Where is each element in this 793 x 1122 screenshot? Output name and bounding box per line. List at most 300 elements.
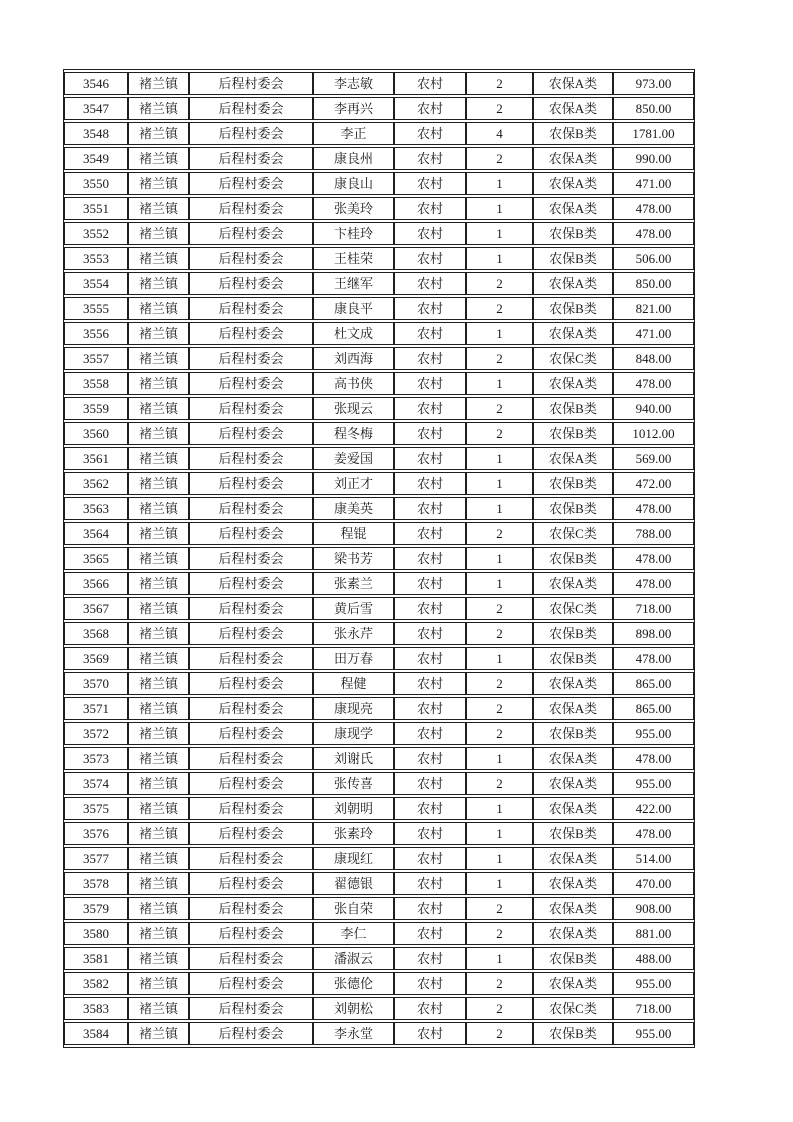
table-cell: 农保B类 bbox=[533, 247, 613, 270]
table-cell: 3565 bbox=[64, 547, 128, 570]
table-cell: 478.00 bbox=[613, 197, 694, 220]
table-cell: 3570 bbox=[64, 672, 128, 695]
table-cell: 后程村委会 bbox=[189, 797, 313, 820]
table-cell: 农村 bbox=[394, 472, 466, 495]
table-cell: 农保A类 bbox=[533, 172, 613, 195]
table-cell: 1 bbox=[466, 497, 533, 520]
table-cell: 955.00 bbox=[613, 722, 694, 745]
table-cell: 2 bbox=[466, 147, 533, 170]
table-cell: 褚兰镇 bbox=[128, 297, 189, 320]
table-row bbox=[64, 122, 694, 145]
table-cell: 1 bbox=[466, 847, 533, 870]
table-row bbox=[64, 997, 694, 1020]
table-cell: 3573 bbox=[64, 747, 128, 770]
table-cell: 3561 bbox=[64, 447, 128, 470]
table-cell: 农保B类 bbox=[533, 622, 613, 645]
table-cell: 471.00 bbox=[613, 322, 694, 345]
table-cell: 农村 bbox=[394, 547, 466, 570]
table-row bbox=[64, 197, 694, 220]
table-cell: 农村 bbox=[394, 522, 466, 545]
table-cell: 718.00 bbox=[613, 997, 694, 1020]
table-cell: 褚兰镇 bbox=[128, 222, 189, 245]
table-cell: 后程村委会 bbox=[189, 572, 313, 595]
table-cell: 990.00 bbox=[613, 147, 694, 170]
table-cell: 2 bbox=[466, 997, 533, 1020]
table-cell: 488.00 bbox=[613, 947, 694, 970]
table-cell: 1 bbox=[466, 572, 533, 595]
table-cell: 农保C类 bbox=[533, 347, 613, 370]
table-cell: 848.00 bbox=[613, 347, 694, 370]
table-cell: 后程村委会 bbox=[189, 747, 313, 770]
table-cell: 788.00 bbox=[613, 522, 694, 545]
table-cell: 农保A类 bbox=[533, 372, 613, 395]
table-cell: 后程村委会 bbox=[189, 222, 313, 245]
table-cell: 3584 bbox=[64, 1022, 128, 1045]
table-cell: 王继军 bbox=[313, 272, 394, 295]
table-cell: 后程村委会 bbox=[189, 947, 313, 970]
table-cell: 农村 bbox=[394, 272, 466, 295]
table-cell: 褚兰镇 bbox=[128, 872, 189, 895]
table-cell: 471.00 bbox=[613, 172, 694, 195]
table-cell: 2 bbox=[466, 397, 533, 420]
table-cell: 3546 bbox=[64, 72, 128, 95]
table-cell: 422.00 bbox=[613, 797, 694, 820]
table-cell: 3563 bbox=[64, 497, 128, 520]
table-row bbox=[64, 472, 694, 495]
table-cell: 农村 bbox=[394, 972, 466, 995]
table-cell: 后程村委会 bbox=[189, 422, 313, 445]
table-cell: 1 bbox=[466, 322, 533, 345]
table-cell: 褚兰镇 bbox=[128, 347, 189, 370]
table-cell: 3583 bbox=[64, 997, 128, 1020]
table-cell: 1 bbox=[466, 747, 533, 770]
table-cell: 农保B类 bbox=[533, 822, 613, 845]
table-cell: 农村 bbox=[394, 172, 466, 195]
table-cell: 农保B类 bbox=[533, 472, 613, 495]
table-cell: 农村 bbox=[394, 297, 466, 320]
table-cell: 1781.00 bbox=[613, 122, 694, 145]
table-cell: 后程村委会 bbox=[189, 972, 313, 995]
table-cell: 刘正才 bbox=[313, 472, 394, 495]
table-cell: 农保B类 bbox=[533, 122, 613, 145]
table-cell: 农保B类 bbox=[533, 547, 613, 570]
table-row bbox=[64, 97, 694, 120]
table-row bbox=[64, 822, 694, 845]
table-cell: 1 bbox=[466, 872, 533, 895]
table-cell: 3571 bbox=[64, 697, 128, 720]
table-cell: 后程村委会 bbox=[189, 447, 313, 470]
table-cell: 后程村委会 bbox=[189, 897, 313, 920]
table-row bbox=[64, 322, 694, 345]
table-cell: 褚兰镇 bbox=[128, 847, 189, 870]
table-cell: 2 bbox=[466, 1022, 533, 1045]
table-cell: 田万春 bbox=[313, 647, 394, 670]
table-cell: 农村 bbox=[394, 697, 466, 720]
table-cell: 褚兰镇 bbox=[128, 822, 189, 845]
table-row bbox=[64, 722, 694, 745]
table-cell: 850.00 bbox=[613, 272, 694, 295]
table-cell: 李永堂 bbox=[313, 1022, 394, 1045]
table-cell: 褚兰镇 bbox=[128, 272, 189, 295]
table-row bbox=[64, 547, 694, 570]
table-cell: 褚兰镇 bbox=[128, 572, 189, 595]
table-cell: 褚兰镇 bbox=[128, 497, 189, 520]
table-cell: 农保B类 bbox=[533, 1022, 613, 1045]
table-cell: 褚兰镇 bbox=[128, 72, 189, 95]
table-cell: 后程村委会 bbox=[189, 697, 313, 720]
table-cell: 农保A类 bbox=[533, 697, 613, 720]
table-cell: 农村 bbox=[394, 572, 466, 595]
table-cell: 3568 bbox=[64, 622, 128, 645]
table-cell: 农村 bbox=[394, 847, 466, 870]
table-cell: 3566 bbox=[64, 572, 128, 595]
table-cell: 3555 bbox=[64, 297, 128, 320]
table-cell: 康现红 bbox=[313, 847, 394, 870]
table-cell: 1 bbox=[466, 947, 533, 970]
table-cell: 3582 bbox=[64, 972, 128, 995]
table-cell: 478.00 bbox=[613, 372, 694, 395]
table-cell: 褚兰镇 bbox=[128, 947, 189, 970]
table-cell: 程锟 bbox=[313, 522, 394, 545]
table-cell: 康现学 bbox=[313, 722, 394, 745]
table-cell: 农保A类 bbox=[533, 797, 613, 820]
table-cell: 农村 bbox=[394, 322, 466, 345]
table-cell: 3569 bbox=[64, 647, 128, 670]
table-cell: 农保A类 bbox=[533, 447, 613, 470]
table-row bbox=[64, 622, 694, 645]
table-cell: 褚兰镇 bbox=[128, 147, 189, 170]
table-cell: 2 bbox=[466, 972, 533, 995]
table-row bbox=[64, 647, 694, 670]
table-cell: 农村 bbox=[394, 197, 466, 220]
table-cell: 后程村委会 bbox=[189, 172, 313, 195]
table-cell: 478.00 bbox=[613, 572, 694, 595]
table-cell: 农保C类 bbox=[533, 997, 613, 1020]
table-cell: 后程村委会 bbox=[189, 122, 313, 145]
table-cell: 褚兰镇 bbox=[128, 672, 189, 695]
table-cell: 2 bbox=[466, 522, 533, 545]
insurance-table-body bbox=[64, 72, 694, 1045]
table-cell: 褚兰镇 bbox=[128, 372, 189, 395]
table-row bbox=[64, 922, 694, 945]
table-cell: 农保A类 bbox=[533, 897, 613, 920]
table-cell: 3562 bbox=[64, 472, 128, 495]
table-cell: 褚兰镇 bbox=[128, 647, 189, 670]
table-cell: 农保A类 bbox=[533, 747, 613, 770]
table-cell: 褚兰镇 bbox=[128, 772, 189, 795]
table-cell: 农保A类 bbox=[533, 322, 613, 345]
table-cell: 褚兰镇 bbox=[128, 897, 189, 920]
table-cell: 后程村委会 bbox=[189, 872, 313, 895]
table-row bbox=[64, 397, 694, 420]
table-cell: 褚兰镇 bbox=[128, 1022, 189, 1045]
table-cell: 卞桂玲 bbox=[313, 222, 394, 245]
table-row bbox=[64, 172, 694, 195]
insurance-payment-table bbox=[63, 69, 695, 1048]
table-cell: 后程村委会 bbox=[189, 197, 313, 220]
table-cell: 褚兰镇 bbox=[128, 122, 189, 145]
table-cell: 后程村委会 bbox=[189, 597, 313, 620]
table-cell: 梁书芳 bbox=[313, 547, 394, 570]
table-cell: 后程村委会 bbox=[189, 372, 313, 395]
table-row bbox=[64, 572, 694, 595]
table-cell: 478.00 bbox=[613, 822, 694, 845]
table-cell: 褚兰镇 bbox=[128, 197, 189, 220]
table-cell: 2 bbox=[466, 672, 533, 695]
table-cell: 褚兰镇 bbox=[128, 447, 189, 470]
table-cell: 农村 bbox=[394, 747, 466, 770]
table-cell: 农村 bbox=[394, 372, 466, 395]
table-cell: 2 bbox=[466, 347, 533, 370]
table-row bbox=[64, 872, 694, 895]
table-cell: 农村 bbox=[394, 122, 466, 145]
table-cell: 3567 bbox=[64, 597, 128, 620]
table-cell: 康良平 bbox=[313, 297, 394, 320]
table-cell: 农保A类 bbox=[533, 272, 613, 295]
table-row bbox=[64, 947, 694, 970]
table-cell: 3577 bbox=[64, 847, 128, 870]
table-cell: 3559 bbox=[64, 397, 128, 420]
table-cell: 张现云 bbox=[313, 397, 394, 420]
table-cell: 褚兰镇 bbox=[128, 547, 189, 570]
table-cell: 康现亮 bbox=[313, 697, 394, 720]
table-cell: 2 bbox=[466, 697, 533, 720]
table-cell: 2 bbox=[466, 722, 533, 745]
table-cell: 褚兰镇 bbox=[128, 97, 189, 120]
table-cell: 张传喜 bbox=[313, 772, 394, 795]
table-row bbox=[64, 847, 694, 870]
table-cell: 1 bbox=[466, 547, 533, 570]
table-cell: 农村 bbox=[394, 722, 466, 745]
table-cell: 850.00 bbox=[613, 97, 694, 120]
table-cell: 3578 bbox=[64, 872, 128, 895]
table-cell: 程健 bbox=[313, 672, 394, 695]
table-cell: 李仁 bbox=[313, 922, 394, 945]
table-row bbox=[64, 897, 694, 920]
table-cell: 高书侠 bbox=[313, 372, 394, 395]
table-cell: 后程村委会 bbox=[189, 397, 313, 420]
table-cell: 褚兰镇 bbox=[128, 597, 189, 620]
table-row bbox=[64, 522, 694, 545]
table-cell: 后程村委会 bbox=[189, 347, 313, 370]
table-cell: 2 bbox=[466, 622, 533, 645]
table-cell: 1 bbox=[466, 247, 533, 270]
table-cell: 农村 bbox=[394, 647, 466, 670]
table-cell: 955.00 bbox=[613, 1022, 694, 1045]
table-cell: 后程村委会 bbox=[189, 522, 313, 545]
table-cell: 农村 bbox=[394, 897, 466, 920]
table-cell: 3550 bbox=[64, 172, 128, 195]
table-cell: 褚兰镇 bbox=[128, 972, 189, 995]
table-cell: 2 bbox=[466, 772, 533, 795]
table-cell: 470.00 bbox=[613, 872, 694, 895]
table-cell: 2 bbox=[466, 72, 533, 95]
table-cell: 农村 bbox=[394, 422, 466, 445]
table-cell: 后程村委会 bbox=[189, 1022, 313, 1045]
table-cell: 张素兰 bbox=[313, 572, 394, 595]
table-cell: 后程村委会 bbox=[189, 772, 313, 795]
table-cell: 后程村委会 bbox=[189, 472, 313, 495]
table-cell: 后程村委会 bbox=[189, 922, 313, 945]
table-cell: 1 bbox=[466, 797, 533, 820]
table-cell: 3556 bbox=[64, 322, 128, 345]
table-cell: 褚兰镇 bbox=[128, 522, 189, 545]
table-cell: 821.00 bbox=[613, 297, 694, 320]
table-cell: 农村 bbox=[394, 597, 466, 620]
table-cell: 张自荣 bbox=[313, 897, 394, 920]
table-row bbox=[64, 247, 694, 270]
table-cell: 褚兰镇 bbox=[128, 797, 189, 820]
table-row bbox=[64, 72, 694, 95]
table-cell: 1 bbox=[466, 222, 533, 245]
table-cell: 后程村委会 bbox=[189, 847, 313, 870]
table-cell: 褚兰镇 bbox=[128, 722, 189, 745]
table-cell: 3552 bbox=[64, 222, 128, 245]
table-cell: 农保A类 bbox=[533, 572, 613, 595]
table-cell: 姜爱国 bbox=[313, 447, 394, 470]
table-cell: 农村 bbox=[394, 922, 466, 945]
table-cell: 898.00 bbox=[613, 622, 694, 645]
table-cell: 康良山 bbox=[313, 172, 394, 195]
table-cell: 农村 bbox=[394, 497, 466, 520]
table-cell: 刘谢氏 bbox=[313, 747, 394, 770]
table-cell: 3579 bbox=[64, 897, 128, 920]
table-cell: 农保A类 bbox=[533, 72, 613, 95]
table-row bbox=[64, 797, 694, 820]
table-cell: 农保A类 bbox=[533, 197, 613, 220]
table-cell: 478.00 bbox=[613, 747, 694, 770]
table-cell: 农村 bbox=[394, 997, 466, 1020]
table-cell: 农保A类 bbox=[533, 147, 613, 170]
table-cell: 张美玲 bbox=[313, 197, 394, 220]
table-cell: 后程村委会 bbox=[189, 672, 313, 695]
table-cell: 农村 bbox=[394, 822, 466, 845]
table-row bbox=[64, 447, 694, 470]
table-cell: 农保C类 bbox=[533, 597, 613, 620]
table-cell: 后程村委会 bbox=[189, 97, 313, 120]
table-row bbox=[64, 597, 694, 620]
table-cell: 张素玲 bbox=[313, 822, 394, 845]
table-cell: 农保A类 bbox=[533, 922, 613, 945]
table-cell: 2 bbox=[466, 922, 533, 945]
table-cell: 2 bbox=[466, 272, 533, 295]
table-row bbox=[64, 1022, 694, 1045]
table-cell: 农村 bbox=[394, 672, 466, 695]
table-cell: 569.00 bbox=[613, 447, 694, 470]
table-row bbox=[64, 297, 694, 320]
table-cell: 刘朝松 bbox=[313, 997, 394, 1020]
table-cell: 农村 bbox=[394, 97, 466, 120]
table-cell: 514.00 bbox=[613, 847, 694, 870]
table-cell: 褚兰镇 bbox=[128, 622, 189, 645]
table-cell: 1012.00 bbox=[613, 422, 694, 445]
table-cell: 农保B类 bbox=[533, 647, 613, 670]
table-cell: 褚兰镇 bbox=[128, 922, 189, 945]
table-cell: 881.00 bbox=[613, 922, 694, 945]
table-cell: 褚兰镇 bbox=[128, 997, 189, 1020]
table-row bbox=[64, 697, 694, 720]
table-cell: 农村 bbox=[394, 147, 466, 170]
table-cell: 褚兰镇 bbox=[128, 697, 189, 720]
table-cell: 刘西海 bbox=[313, 347, 394, 370]
table-row bbox=[64, 222, 694, 245]
table-cell: 865.00 bbox=[613, 672, 694, 695]
table-cell: 褚兰镇 bbox=[128, 247, 189, 270]
table-cell: 472.00 bbox=[613, 472, 694, 495]
table-cell: 973.00 bbox=[613, 72, 694, 95]
table-cell: 后程村委会 bbox=[189, 822, 313, 845]
table-cell: 农村 bbox=[394, 222, 466, 245]
table-cell: 李再兴 bbox=[313, 97, 394, 120]
table-row bbox=[64, 347, 694, 370]
table-cell: 农村 bbox=[394, 1022, 466, 1045]
table-cell: 1 bbox=[466, 197, 533, 220]
table-cell: 农保B类 bbox=[533, 397, 613, 420]
table-cell: 农保C类 bbox=[533, 522, 613, 545]
table-cell: 黄后雪 bbox=[313, 597, 394, 620]
table-cell: 农村 bbox=[394, 772, 466, 795]
table-cell: 3572 bbox=[64, 722, 128, 745]
table-cell: 农村 bbox=[394, 872, 466, 895]
table-cell: 955.00 bbox=[613, 972, 694, 995]
table-cell: 康美英 bbox=[313, 497, 394, 520]
table-cell: 农村 bbox=[394, 347, 466, 370]
table-cell: 农保A类 bbox=[533, 972, 613, 995]
table-cell: 农村 bbox=[394, 947, 466, 970]
table-cell: 2 bbox=[466, 897, 533, 920]
table-cell: 翟德银 bbox=[313, 872, 394, 895]
table-row bbox=[64, 497, 694, 520]
table-cell: 农保B类 bbox=[533, 722, 613, 745]
table-cell: 940.00 bbox=[613, 397, 694, 420]
table-cell: 后程村委会 bbox=[189, 622, 313, 645]
table-cell: 4 bbox=[466, 122, 533, 145]
table-cell: 后程村委会 bbox=[189, 547, 313, 570]
table-cell: 李志敏 bbox=[313, 72, 394, 95]
table-cell: 褚兰镇 bbox=[128, 747, 189, 770]
table-cell: 褚兰镇 bbox=[128, 172, 189, 195]
table-cell: 3553 bbox=[64, 247, 128, 270]
table-cell: 潘淑云 bbox=[313, 947, 394, 970]
table-cell: 3575 bbox=[64, 797, 128, 820]
table-cell: 后程村委会 bbox=[189, 647, 313, 670]
table-cell: 908.00 bbox=[613, 897, 694, 920]
table-cell: 后程村委会 bbox=[189, 297, 313, 320]
table-cell: 后程村委会 bbox=[189, 997, 313, 1020]
table-cell: 3558 bbox=[64, 372, 128, 395]
table-cell: 2 bbox=[466, 422, 533, 445]
table-cell: 农村 bbox=[394, 247, 466, 270]
table-cell: 褚兰镇 bbox=[128, 322, 189, 345]
table-row bbox=[64, 147, 694, 170]
table-cell: 3574 bbox=[64, 772, 128, 795]
table-cell: 1 bbox=[466, 647, 533, 670]
table-row bbox=[64, 972, 694, 995]
table-cell: 3560 bbox=[64, 422, 128, 445]
table-cell: 3547 bbox=[64, 97, 128, 120]
table-cell: 3580 bbox=[64, 922, 128, 945]
table-cell: 2 bbox=[466, 597, 533, 620]
table-row bbox=[64, 747, 694, 770]
table-cell: 康良州 bbox=[313, 147, 394, 170]
table-cell: 农保B类 bbox=[533, 422, 613, 445]
table-cell: 1 bbox=[466, 472, 533, 495]
table-cell: 955.00 bbox=[613, 772, 694, 795]
table-cell: 478.00 bbox=[613, 547, 694, 570]
table-cell: 3554 bbox=[64, 272, 128, 295]
table-cell: 718.00 bbox=[613, 597, 694, 620]
table-cell: 农保B类 bbox=[533, 947, 613, 970]
